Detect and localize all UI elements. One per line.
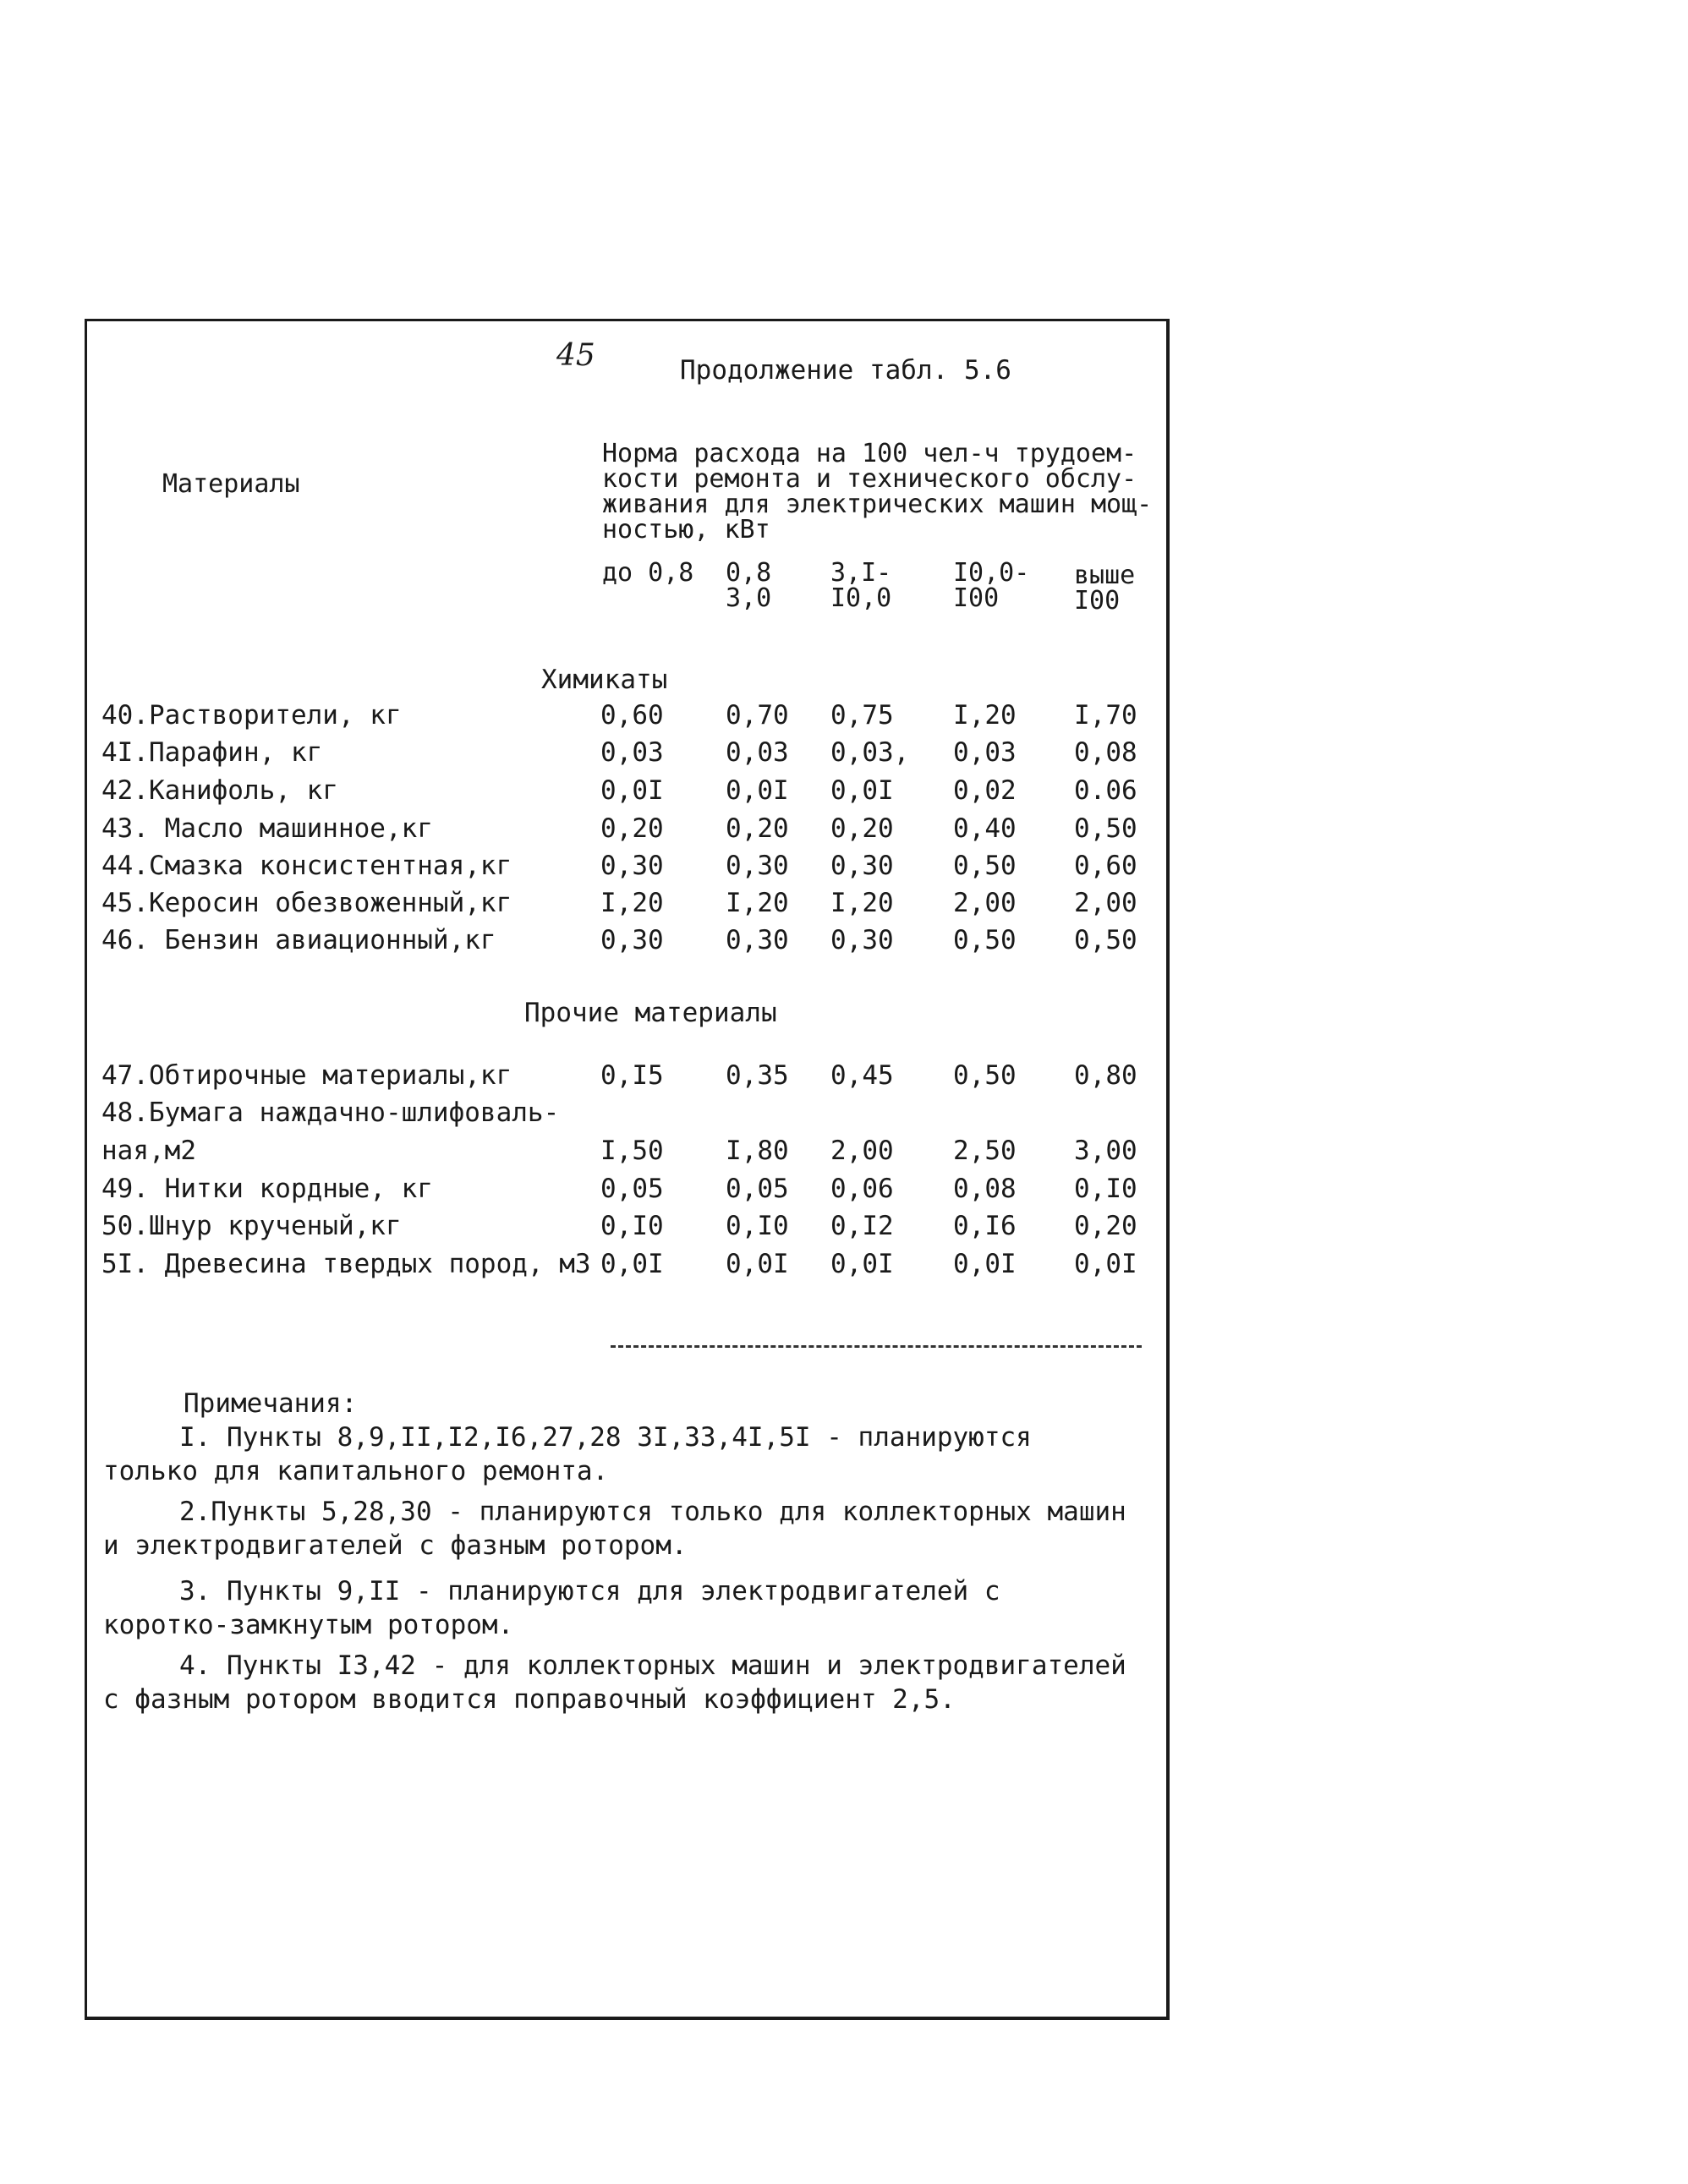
power-column-label: 0,8 [726,558,772,588]
row-value: 0,03 [953,737,1017,768]
row-value: 0,20 [1074,1211,1137,1241]
row-value: 0,08 [953,1174,1017,1204]
row-value: I,20 [830,888,894,918]
row-value: 0,30 [726,851,789,881]
table-row [101,700,1150,737]
table-row [101,1060,1150,1097]
row-value: 0,I0 [600,1211,664,1241]
row-value: 0,80 [1074,1060,1137,1091]
row-value: 0,0I [830,1249,894,1279]
row-value: 0,03 [600,737,664,768]
power-column-label: до 0,8 [602,558,694,588]
row-material: ная,м2 [101,1136,196,1166]
row-value: I,20 [726,888,789,918]
row-value: 0,30 [600,925,664,955]
row-value: 0,06 [830,1174,894,1204]
row-value: 0,20 [600,813,664,844]
row-value: 0,50 [1074,813,1137,844]
row-value: 0,60 [600,700,664,731]
row-value: 0,I0 [726,1211,789,1241]
row-value: 2,00 [830,1136,894,1166]
table-row [101,1136,1150,1173]
row-value: I,80 [726,1136,789,1166]
row-value: I,50 [600,1136,664,1166]
norm-header-line: кости ремонта и технического обслу- [602,464,1137,494]
section-heading-chemicals: Химикаты [541,665,668,695]
row-value: 0,08 [1074,737,1137,768]
row-value: I,70 [1074,700,1137,731]
norm-column-header [602,441,1152,543]
power-column-header [953,558,1030,613]
row-value: 0,50 [953,851,1017,881]
power-column-header [602,558,694,588]
row-value: 0,03 [726,737,789,768]
table-row [101,925,1150,962]
row-value: 0,20 [726,813,789,844]
power-column-label: выше [1074,561,1136,590]
power-column-label: 3,I- [830,558,892,588]
row-value: 0,0I [600,775,664,806]
row-value: 0,30 [830,851,894,881]
norm-header-line: Норма расхода на 100 чел-ч трудоем- [602,439,1137,468]
table-row [101,813,1150,851]
table-continuation-title: Продолжение табл. 5.6 [680,355,1011,386]
row-value: 0,50 [953,1060,1017,1091]
power-column-label: I0,0 [830,583,892,613]
row-material: 44.Смазка консистентная,кг [101,851,512,881]
table-row [101,1249,1150,1286]
row-material: 48.Бумага наждачно-шлифоваль- [101,1097,560,1128]
row-value: 0,35 [726,1060,789,1091]
power-column-label: I00 [1074,586,1121,616]
materials-column-header: Материалы [162,469,300,499]
row-value: I,20 [953,700,1017,731]
table-row [101,888,1150,925]
row-value: 2,00 [953,888,1017,918]
row-value: 0,0I [600,1249,664,1279]
row-value: 0,50 [953,925,1017,955]
table-row [101,775,1150,813]
section-heading-other: Прочие материалы [524,998,777,1028]
row-value: 0,0I [830,775,894,806]
row-material: 45.Керосин обезвоженный,кг [101,888,512,918]
row-value: 0,I6 [953,1211,1017,1241]
power-column-label: I00 [953,583,1000,613]
norm-header-line: живания для электрических машин мощ- [602,490,1153,519]
row-value: 0,60 [1074,851,1137,881]
power-column-header [1074,563,1135,614]
row-material: 43. Масло машинное,кг [101,813,433,844]
row-value: 0,I0 [1074,1174,1137,1204]
row-value: 2,50 [953,1136,1017,1166]
row-material: 40.Растворители, кг [101,700,402,731]
row-value: 0,05 [726,1174,789,1204]
row-value: 0,I5 [600,1060,664,1091]
row-value: 0,30 [830,925,894,955]
notes-title: Примечания: [184,1388,358,1419]
norm-header-line: ностью, кВт [602,515,770,545]
row-value: 2,00 [1074,888,1137,918]
row-material: 47.Обтирочные материалы,кг [101,1060,512,1091]
row-value: 0,0I [953,1249,1017,1279]
table-end-rule [611,1345,1142,1348]
row-value: 3,00 [1074,1136,1137,1166]
power-column-label: 3,0 [726,583,772,613]
row-material: 50.Шнур крученый,кг [101,1211,402,1241]
row-material: 46. Бензин авиационный,кг [101,925,496,955]
row-value: 0,I2 [830,1211,894,1241]
row-material: 49. Нитки кордные, кг [101,1174,433,1204]
row-value: 0,02 [953,775,1017,806]
row-value: 0,40 [953,813,1017,844]
note-item: 2.Пункты 5,28,30 - планируются только для коллекторных машин и электродвигателей с фазным ротором. [103,1497,1126,1561]
row-material: 42.Канифоль, кг [101,775,338,806]
row-material: 4I.Парафин, кг [101,737,323,768]
row-value: 0,0I [1074,1249,1137,1279]
note-item: 4. Пункты I3,42 - для коллекторных машин и электродвигателей с фазным ротором вводится поправочный коэффициент 2,5. [103,1650,1126,1715]
row-value: 0,30 [600,851,664,881]
row-value: 0,50 [1074,925,1137,955]
note-item: I. Пункты 8,9,II,I2,I6,27,28 3I,33,4I,5I - планируются только для капитального ремонта. [103,1422,1032,1486]
row-value: 0,0I [726,775,789,806]
row-value: 0,03, [830,737,910,768]
table-row [101,1174,1150,1211]
row-value: 0,05 [600,1174,664,1204]
table-row [101,1097,1150,1135]
power-column-header [830,558,892,613]
row-value: 0,20 [830,813,894,844]
row-value: 0.06 [1074,775,1137,806]
power-column-label: I0,0- [953,558,1030,588]
page-number: 45 [556,338,595,373]
row-value: 0,45 [830,1060,894,1091]
row-value: I,20 [600,888,664,918]
table-row [101,737,1150,775]
row-value: 0,70 [726,700,789,731]
row-value: 0,30 [726,925,789,955]
notes-block [103,1387,1135,1716]
power-column-header [726,558,772,613]
row-value: 0,0I [726,1249,789,1279]
row-value: 0,75 [830,700,894,731]
table-row [101,1211,1150,1248]
row-material: 5I. Древесина твердых пород, м3 [101,1249,591,1279]
table-row [101,851,1150,888]
note-item: 3. Пункты 9,II - планируются для электродвигателей с коротко-замкнутым ротором. [103,1576,1000,1640]
